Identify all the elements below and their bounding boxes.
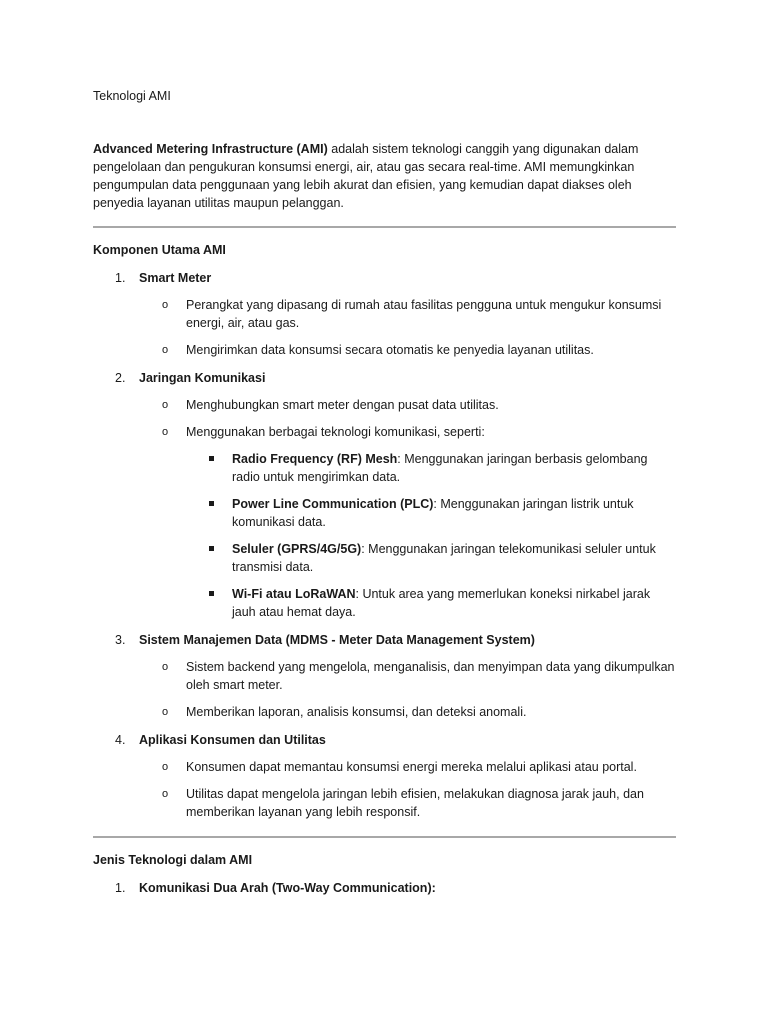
tech-list-item (93, 450, 676, 486)
sub-item-text: Konsumen dapat memantau konsumsi energi mereka melalui aplikasi atau portal. (186, 760, 637, 774)
tech-term: Radio Frequency (RF) Mesh (232, 452, 398, 466)
list-item-title: Aplikasi Konsumen dan Utilitas (139, 733, 326, 747)
list-item-title: Smart Meter (139, 271, 212, 285)
list-number: 2. (115, 371, 126, 385)
list-number: 1. (115, 881, 126, 895)
sub-item-text: Mengirimkan data konsumsi secara otomatis ke penyedia layanan utilitas. (186, 343, 594, 357)
sub-list-item (93, 423, 676, 441)
sub-list-item (93, 296, 676, 332)
list-item-aplikasi (93, 731, 676, 749)
square-bullet-icon (209, 501, 214, 506)
list-item-smart-meter (93, 269, 676, 287)
list-item-title: Komunikasi Dua Arah (Two-Way Communication): (139, 881, 436, 895)
square-bullet-icon (209, 456, 214, 461)
sub-item-text: Utilitas dapat mengelola jaringan lebih efisien, melakukan diagnosa jarak jauh, dan memberikan layanan yang lebih responsif. (186, 787, 644, 819)
intro-paragraph (93, 140, 676, 212)
list-item-komunikasi-dua-arah (93, 879, 676, 897)
tech-text: : Untuk area yang memerlukan koneksi nirkabel jarak jauh atau hemat daya. (232, 587, 651, 619)
tech-term: Wi-Fi atau LoRaWAN (232, 587, 356, 601)
sub-list-item (93, 703, 676, 721)
document-title: Teknologi AMI (93, 89, 171, 103)
sub-item-text: Menghubungkan smart meter dengan pusat data utilitas. (186, 398, 499, 412)
circle-bullet-icon: o (162, 344, 169, 356)
sub-list-item (93, 396, 676, 414)
list-item-title: Sistem Manajemen Data (MDMS - Meter Data Management System) (139, 633, 535, 647)
tech-list-item (93, 585, 676, 621)
horizontal-rule (93, 226, 676, 228)
sub-list-item (93, 758, 676, 776)
tech-term: Power Line Communication (PLC) (232, 497, 434, 511)
document-page (93, 87, 676, 897)
tech-text: : Menggunakan jaringan listrik untuk komunikasi data. (232, 497, 634, 529)
list-item-mdms (93, 631, 676, 649)
circle-bullet-icon: o (162, 399, 169, 411)
tech-list-item (93, 540, 676, 576)
circle-bullet-icon: o (162, 299, 169, 311)
tech-list-item (93, 495, 676, 531)
circle-bullet-icon: o (162, 661, 169, 673)
section-heading-komponen: Komponen Utama AMI (93, 243, 226, 257)
sub-item-text: Perangkat yang dipasang di rumah atau fasilitas pengguna untuk mengukur konsumsi energi, air, atau gas. (186, 298, 662, 330)
sub-list-item (93, 341, 676, 359)
sub-item-text: Sistem backend yang mengelola, menganalisis, dan menyimpan data yang dikumpulkan oleh smart meter. (186, 660, 675, 692)
sub-item-text: Memberikan laporan, analisis konsumsi, dan deteksi anomali. (186, 705, 527, 719)
list-item-jaringan-komunikasi (93, 369, 676, 387)
intro-text: adalah sistem teknologi canggih yang digunakan dalam pengelolaan dan pengukuran konsumsi energi, air, atau gas secara real-time. AMI memungkinkan pengumpulan data penggunaan yang lebih akurat dan efisien, yang kemudian dapat diakses oleh penyedia layanan utilitas maupun pelanggan. (93, 142, 639, 210)
circle-bullet-icon: o (162, 426, 169, 438)
sub-list-item (93, 658, 676, 694)
intro-term: Advanced Metering Infrastructure (AMI) (93, 142, 328, 156)
horizontal-rule (93, 836, 676, 838)
tech-text: : Menggunakan jaringan telekomunikasi seluler untuk transmisi data. (232, 542, 656, 574)
tech-term: Seluler (GPRS/4G/5G) (232, 542, 362, 556)
square-bullet-icon (209, 546, 214, 551)
sub-item-text: Menggunakan berbagai teknologi komunikasi, seperti: (186, 425, 485, 439)
list-number: 1. (115, 271, 126, 285)
circle-bullet-icon: o (162, 706, 169, 718)
sub-list-item (93, 785, 676, 821)
square-bullet-icon (209, 591, 214, 596)
list-item-title: Jaringan Komunikasi (139, 371, 266, 385)
tech-text: : Menggunakan jaringan berbasis gelombang radio untuk mengirimkan data. (232, 452, 648, 484)
section-heading-jenis-teknologi: Jenis Teknologi dalam AMI (93, 853, 253, 867)
circle-bullet-icon: o (162, 788, 169, 800)
circle-bullet-icon: o (162, 761, 169, 773)
list-number: 3. (115, 633, 126, 647)
list-number: 4. (115, 733, 126, 747)
